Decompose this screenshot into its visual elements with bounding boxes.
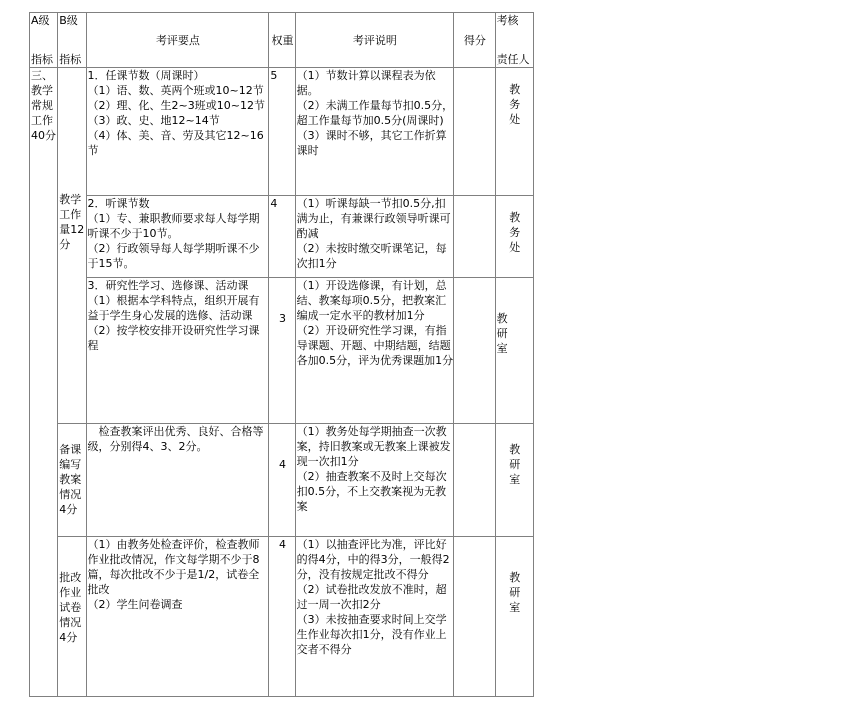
header-b-level-label: B级 [59, 14, 78, 27]
group-b-line: 教案 [59, 473, 82, 486]
weight-cell: 4 [269, 537, 295, 697]
group-b-line: 情况 [59, 616, 82, 629]
header-b-level [58, 13, 86, 68]
header-row [30, 13, 534, 68]
points-line: （2）学生问卷调查 [87, 598, 183, 611]
responsible-char: 研 [509, 458, 521, 471]
points-line: （1）专、兼职教师要求每人每学期听课不少于10节。 [87, 212, 260, 240]
weight-cell: 3 [269, 278, 295, 424]
description-line: （2）试卷批改发放不准时，超过一周一次扣2分 [296, 583, 447, 611]
points-line: （1）由教务处检查评价，检查教师作业批改情况，作文每学期不少于8篇，每次批改不少于是1/2，试卷全批改 [87, 538, 260, 596]
points-line: （4）体、美、音、劳及其它12~16节 [87, 129, 264, 157]
section-a-line: 工作 [31, 114, 53, 127]
responsible-char: 务 [509, 98, 521, 111]
responsible-cell [495, 424, 533, 537]
responsible-char: 室 [496, 342, 508, 355]
description-line: （2）未按时缴交听课笔记，每次扣1分 [296, 242, 447, 270]
group-b-line: 备课 [59, 443, 82, 456]
description-line: （1）以抽查评比为准，评比好的得4分，中的得3分，一般得2分，没有按规定批改不得分 [296, 538, 450, 581]
group-b-label [58, 537, 86, 697]
points-line: 检查教案评出优秀、良好、合格等级，分别得4、3、2分。 [87, 425, 264, 453]
description-line: （2）开设研究性学习课，有指导课题、开题、中期结题，结题各加0.5分，评为优秀课题加1分 [296, 324, 454, 367]
group-b-line: 编写 [59, 458, 82, 471]
points-line: （3）政、史、地12~14节 [87, 114, 220, 127]
table-row [30, 68, 534, 196]
section-a-line: 40分 [31, 129, 56, 142]
table-row [30, 537, 534, 697]
header-resp-bottom-label: 责任人 [496, 53, 530, 66]
group-b-line: 分 [59, 238, 71, 251]
responsible-cell [495, 196, 533, 278]
responsible-char: 教 [496, 312, 508, 325]
description-line: （1）节数计算以课程表为依据。 [296, 69, 436, 97]
responsible-char: 室 [509, 473, 521, 486]
header-resp-top-label: 考核 [496, 14, 519, 27]
responsible-char: 务 [509, 226, 521, 239]
score-cell [454, 537, 495, 697]
section-a-line: 常规 [31, 99, 53, 112]
group-b-line: 工作 [59, 208, 82, 221]
section-a-label [30, 68, 58, 697]
description-line: （1）开设选修课，有计划，总结、教案每项0.5分，把教案汇编成一定水平的教材加1分 [296, 279, 447, 322]
responsible-char: 处 [509, 241, 521, 254]
header-points-label: 考评要点 [155, 33, 200, 47]
points-cell [86, 196, 269, 278]
points-line: 2．听课节数 [87, 197, 150, 210]
header-description [295, 13, 454, 68]
description-line: （2）抽查教案不及时上交每次扣0.5分，不上交教案视为无教案 [296, 470, 447, 513]
description-cell [295, 196, 454, 278]
table-row [30, 196, 534, 278]
points-line: （1）根据本学科特点，组织开展有益于学生身心发展的选修、活动课 [87, 294, 260, 322]
header-weight-label: 权重 [271, 33, 294, 47]
responsible-cell [495, 278, 533, 424]
group-b-line: 试卷 [59, 601, 82, 614]
header-score [454, 13, 495, 68]
responsible-char: 教 [509, 571, 521, 584]
description-cell [295, 68, 454, 196]
points-cell [86, 537, 269, 697]
score-cell [454, 424, 495, 537]
responsible-char: 处 [509, 113, 521, 126]
header-weight [269, 13, 295, 68]
score-cell [454, 68, 495, 196]
responsible-char: 室 [509, 601, 521, 614]
table-row [30, 424, 534, 537]
score-cell [454, 278, 495, 424]
header-b-indicator-label: 指标 [59, 53, 82, 66]
header-description-label: 考评说明 [352, 33, 397, 47]
weight-cell: 4 [269, 424, 295, 537]
description-line: （2）未满工作量每节扣0.5分，超工作量每节加0.5分(周课时) [296, 99, 454, 127]
points-cell [86, 424, 269, 537]
table-row [30, 278, 534, 424]
group-b-line: 4分 [59, 503, 78, 516]
header-a-level-label: A级 [31, 14, 50, 27]
responsible-char: 教 [509, 211, 521, 224]
evaluation-table [29, 12, 534, 697]
description-line: （1）听课每缺一节扣0.5分,扣满为止，有兼课行政领导听课可酌减 [296, 197, 451, 240]
header-responsible [495, 13, 533, 68]
group-b-line: 作业 [59, 586, 82, 599]
section-a-line: 教学 [31, 84, 53, 97]
description-cell [295, 424, 454, 537]
description-cell [295, 278, 454, 424]
weight-cell: 4 [269, 196, 295, 278]
responsible-char: 教 [509, 83, 521, 96]
group-b-label [58, 68, 86, 424]
header-score-label: 得分 [463, 33, 486, 47]
description-line: （3）课时不够，其它工作折算课时 [296, 129, 447, 157]
group-b-line: 情况 [59, 488, 82, 501]
responsible-char: 研 [509, 586, 521, 599]
responsible-cell [495, 68, 533, 196]
points-cell [86, 68, 269, 196]
points-line: （2）理、化、生2~3班或10~12节 [87, 99, 265, 112]
group-b-line: 教学 [59, 193, 82, 206]
group-b-line: 批改 [59, 571, 82, 584]
section-a-line: 三、 [31, 69, 53, 82]
header-a-indicator-label: 指标 [31, 53, 53, 66]
score-cell [454, 196, 495, 278]
responsible-char: 教 [509, 443, 521, 456]
points-line: （2）行政领导每人每学期听课不少于15节。 [87, 242, 260, 270]
header-points [86, 13, 269, 68]
group-b-line: 4分 [59, 631, 78, 644]
group-b-label [58, 424, 86, 537]
responsible-cell [495, 537, 533, 697]
points-line: 1．任课节数（周课时） [87, 69, 205, 82]
description-cell [295, 537, 454, 697]
points-cell [86, 278, 269, 424]
responsible-char: 研 [496, 327, 508, 340]
weight-cell: 5 [269, 68, 295, 196]
points-line: 3．研究性学习、选修课、活动课 [87, 279, 249, 292]
group-b-line: 量12 [59, 223, 85, 236]
points-line: （2）按学校安排开设研究性学习课程 [87, 324, 260, 352]
description-line: （3）未按抽查要求时间上交学生作业每次扣1分，没有作业上交者不得分 [296, 613, 447, 656]
description-line: （1）教务处每学期抽查一次教案，持旧教案或无教案上课被发现一次扣1分 [296, 425, 451, 468]
points-line: （1）语、数、英两个班或10~12节 [87, 84, 264, 97]
header-a-level [30, 13, 58, 68]
